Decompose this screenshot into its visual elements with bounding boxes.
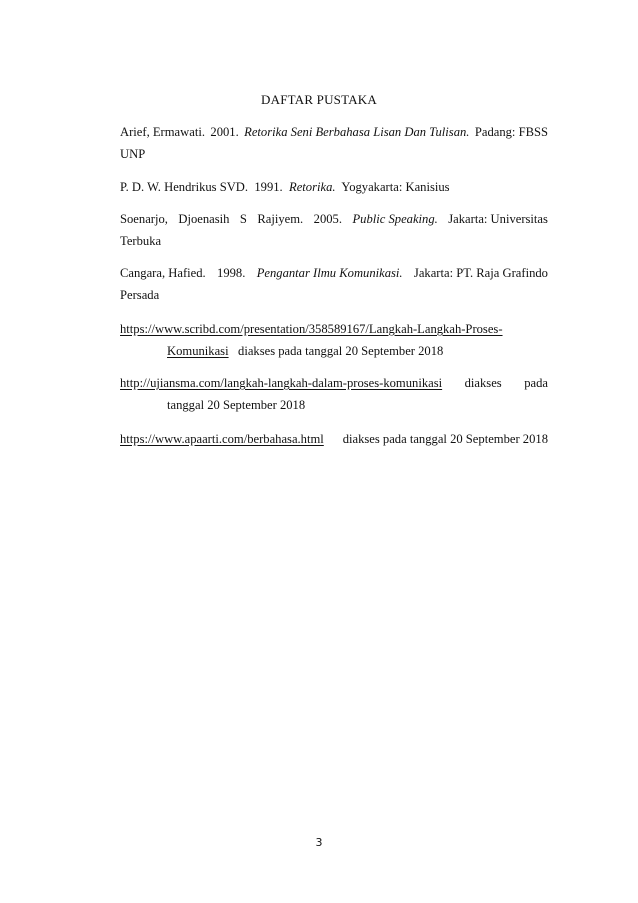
reference-access-word: pada bbox=[524, 376, 548, 390]
reference-line bbox=[120, 428, 548, 450]
reference-year: 1998. bbox=[217, 266, 246, 280]
reference-access-word: diakses bbox=[464, 376, 502, 390]
reference-line bbox=[120, 318, 548, 340]
reference-entry bbox=[120, 176, 548, 198]
reference-entry bbox=[120, 121, 548, 165]
reference-access-note: tanggal 20 September 2018 bbox=[167, 398, 306, 412]
reference-publisher-cont: UNP bbox=[120, 147, 146, 161]
reference-access-note: diakses pada tanggal 20 September 2018 bbox=[238, 344, 444, 358]
reference-author: Rajiyem. bbox=[257, 212, 304, 226]
reference-line bbox=[120, 262, 548, 284]
reference-line bbox=[120, 176, 548, 198]
reference-url[interactable]: http://ujiansma.com/langkah-langkah-dalam-proses-komunikasi bbox=[120, 376, 443, 390]
reference-author: P. D. W. Hendrikus SVD. bbox=[120, 180, 249, 194]
reference-title: Retorika Seni Berbahasa Lisan Dan Tulisan. bbox=[244, 125, 470, 139]
reference-author: Djoenasih bbox=[178, 212, 230, 226]
reference-publisher-cont: Persada bbox=[120, 288, 160, 302]
reference-title: Public Speaking. bbox=[352, 212, 438, 226]
reference-publisher: Jakarta: Universitas bbox=[448, 212, 548, 226]
page-number: 3 bbox=[315, 836, 323, 849]
reference-url-cont[interactable]: Komunikasi bbox=[167, 344, 229, 358]
reference-year: 1991. bbox=[254, 180, 283, 194]
reference-title: Retorika. bbox=[289, 180, 336, 194]
reference-line bbox=[120, 340, 548, 362]
reference-author: Arief, Ermawati. bbox=[120, 125, 205, 139]
reference-publisher: Jakarta: PT. Raja Grafindo bbox=[413, 266, 548, 280]
reference-publisher: Yogyakarta: Kanisius bbox=[341, 180, 450, 194]
reference-author: Cangara, Hafied. bbox=[120, 266, 206, 280]
reference-publisher-cont: Terbuka bbox=[120, 234, 162, 248]
reference-line bbox=[120, 372, 548, 394]
reference-author: S bbox=[239, 212, 247, 226]
reference-entry bbox=[120, 262, 548, 306]
reference-url[interactable]: https://www.apaarti.com/berbahasa.html bbox=[120, 432, 324, 446]
reference-entry bbox=[120, 372, 548, 416]
reference-year: 2001. bbox=[210, 125, 239, 139]
reference-url[interactable]: https://www.scribd.com/presentation/358589167/Langkah-Langkah-Proses- bbox=[120, 322, 503, 336]
reference-title: Pengantar Ilmu Komunikasi. bbox=[256, 266, 403, 280]
reference-entry bbox=[120, 208, 548, 252]
reference-access-note: diakses pada tanggal 20 September 2018 bbox=[342, 432, 548, 446]
reference-line bbox=[120, 208, 548, 230]
reference-line bbox=[120, 121, 548, 143]
reference-entry bbox=[120, 428, 548, 450]
reference-entry bbox=[120, 318, 548, 362]
reference-year: 2005. bbox=[313, 212, 342, 226]
reference-author: Soenarjo, bbox=[120, 212, 168, 226]
page-title: DAFTAR PUSTAKA bbox=[261, 92, 377, 107]
reference-publisher: Padang: FBSS bbox=[474, 125, 548, 139]
